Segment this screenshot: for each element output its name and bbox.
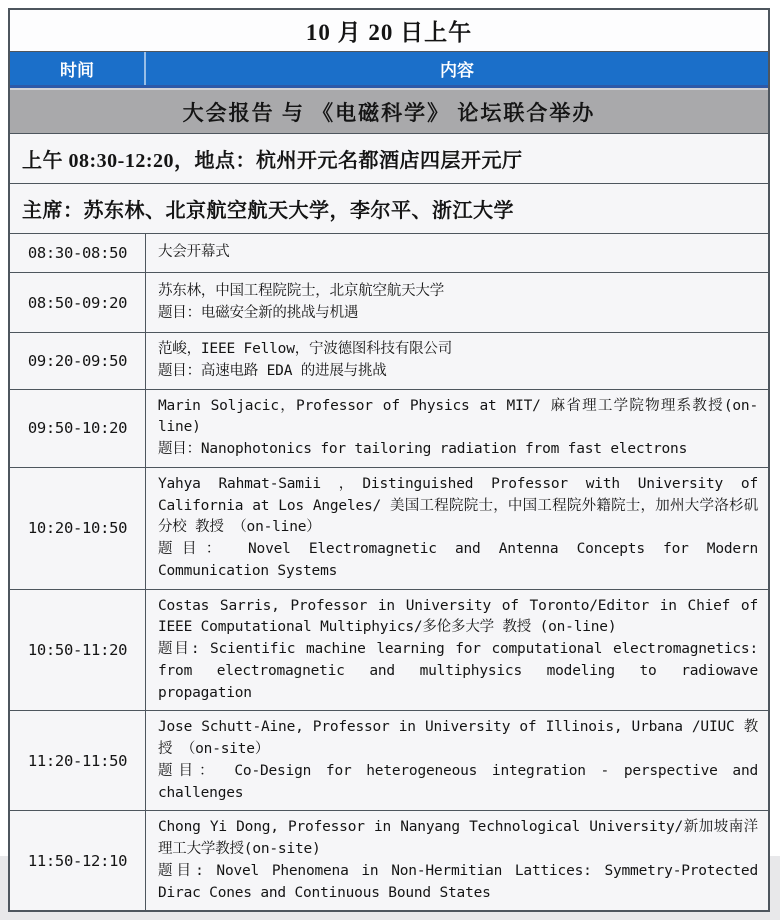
session-paragraph: 范峻，IEEE Fellow，宁波德图科技有限公司 <box>158 341 453 357</box>
session-content <box>146 234 768 272</box>
table-row <box>10 711 768 811</box>
session-paragraph: 题目：Nanophotonics for tailoring radiation from fast electrons <box>158 441 688 457</box>
session-paragraph: 苏东林，中国工程院院士，北京航空航天大学 <box>158 282 444 299</box>
session-time: 08:30-08:50 <box>10 234 146 272</box>
column-header-time: 时间 <box>10 52 146 85</box>
banner-row <box>10 88 768 134</box>
chairs-row <box>10 184 768 234</box>
session-paragraph: 题目: Scientific machine learning for computational electromagnetics: from electromagnetic and multiphysics modeling to radiowave propagation <box>158 641 758 701</box>
table-row <box>10 273 768 333</box>
session-content <box>146 590 768 711</box>
banner-text: 大会报告 与 《电磁科学》 论坛联合举办 <box>182 100 596 125</box>
venue-text: 上午 08:30-12:20，地点：杭州开元名都酒店四层开元厅 <box>22 150 523 172</box>
session-time: 08:50-09:20 <box>10 273 146 332</box>
session-content <box>146 811 768 910</box>
table-row <box>10 590 768 712</box>
venue-row <box>10 134 768 184</box>
session-paragraph: Jose Schutt-Aine, Professor in University of Illinois, Urbana /UIUC 教授 （on-site） <box>158 719 758 757</box>
session-paragraph: 大会开幕式 <box>158 244 230 261</box>
session-time: 11:20-11:50 <box>10 711 146 810</box>
table-row <box>10 468 768 590</box>
session-paragraph: Costas Sarris, Professor in University of Toronto/Editor in Chief of IEEE Computational Multiphyics/多伦多大学 教授 (on-line) <box>158 597 758 636</box>
session-content <box>146 273 768 332</box>
session-time: 10:50-11:20 <box>10 590 146 711</box>
table-row <box>10 333 768 390</box>
session-paragraph: 题目：高速电路 EDA 的进展与挑战 <box>158 362 387 379</box>
chairs-text: 主席：苏东林、北京航空航天大学，李尔平、浙江大学 <box>22 200 514 222</box>
session-time: 09:50-10:20 <box>10 390 146 467</box>
session-paragraph: Yahya Rahmat-Samii ，Distinguished Professor with University of California at Los Angeles/ 美国工程院院士，中国工程院外籍院士，加州大学洛杉矶分校 教授 （on-line） <box>158 475 758 536</box>
title-row <box>10 10 768 52</box>
session-time: 09:20-09:50 <box>10 333 146 389</box>
session-content <box>146 390 768 467</box>
session-paragraph: 题目：电磁安全新的挑战与机遇 <box>158 304 359 321</box>
session-content <box>146 711 768 810</box>
session-paragraph: 题目： Co-Design for heterogeneous integration - perspective and challenges <box>158 762 758 801</box>
table-row <box>10 390 768 468</box>
page-title: 10 月 20 日上午 <box>305 20 473 45</box>
session-paragraph: Chong Yi Dong, Professor in Nanyang Technological University/新加坡南洋理工大学教授(on-site) <box>158 819 758 857</box>
session-list <box>10 234 768 910</box>
column-header-content: 内容 <box>440 61 474 80</box>
session-content <box>146 333 768 389</box>
session-paragraph: 题目: Novel Phenomena in Non-Hermitian Lattices: Symmetry-Protected Dirac Cones and Continuous Bound States <box>158 862 758 901</box>
session-content <box>146 468 768 589</box>
session-paragraph: 题目： Novel Electromagnetic and Antenna Concepts for Modern Communication Systems <box>158 541 758 579</box>
table-row <box>10 811 768 910</box>
table-header-row <box>10 52 768 88</box>
session-time: 11:50-12:10 <box>10 811 146 910</box>
schedule-table <box>8 8 770 912</box>
table-row <box>10 234 768 273</box>
session-time: 10:20-10:50 <box>10 468 146 589</box>
session-paragraph: Marin Soljacic，Professor of Physics at MIT/ 麻省理工学院物理系教授(on-line) <box>158 397 758 436</box>
